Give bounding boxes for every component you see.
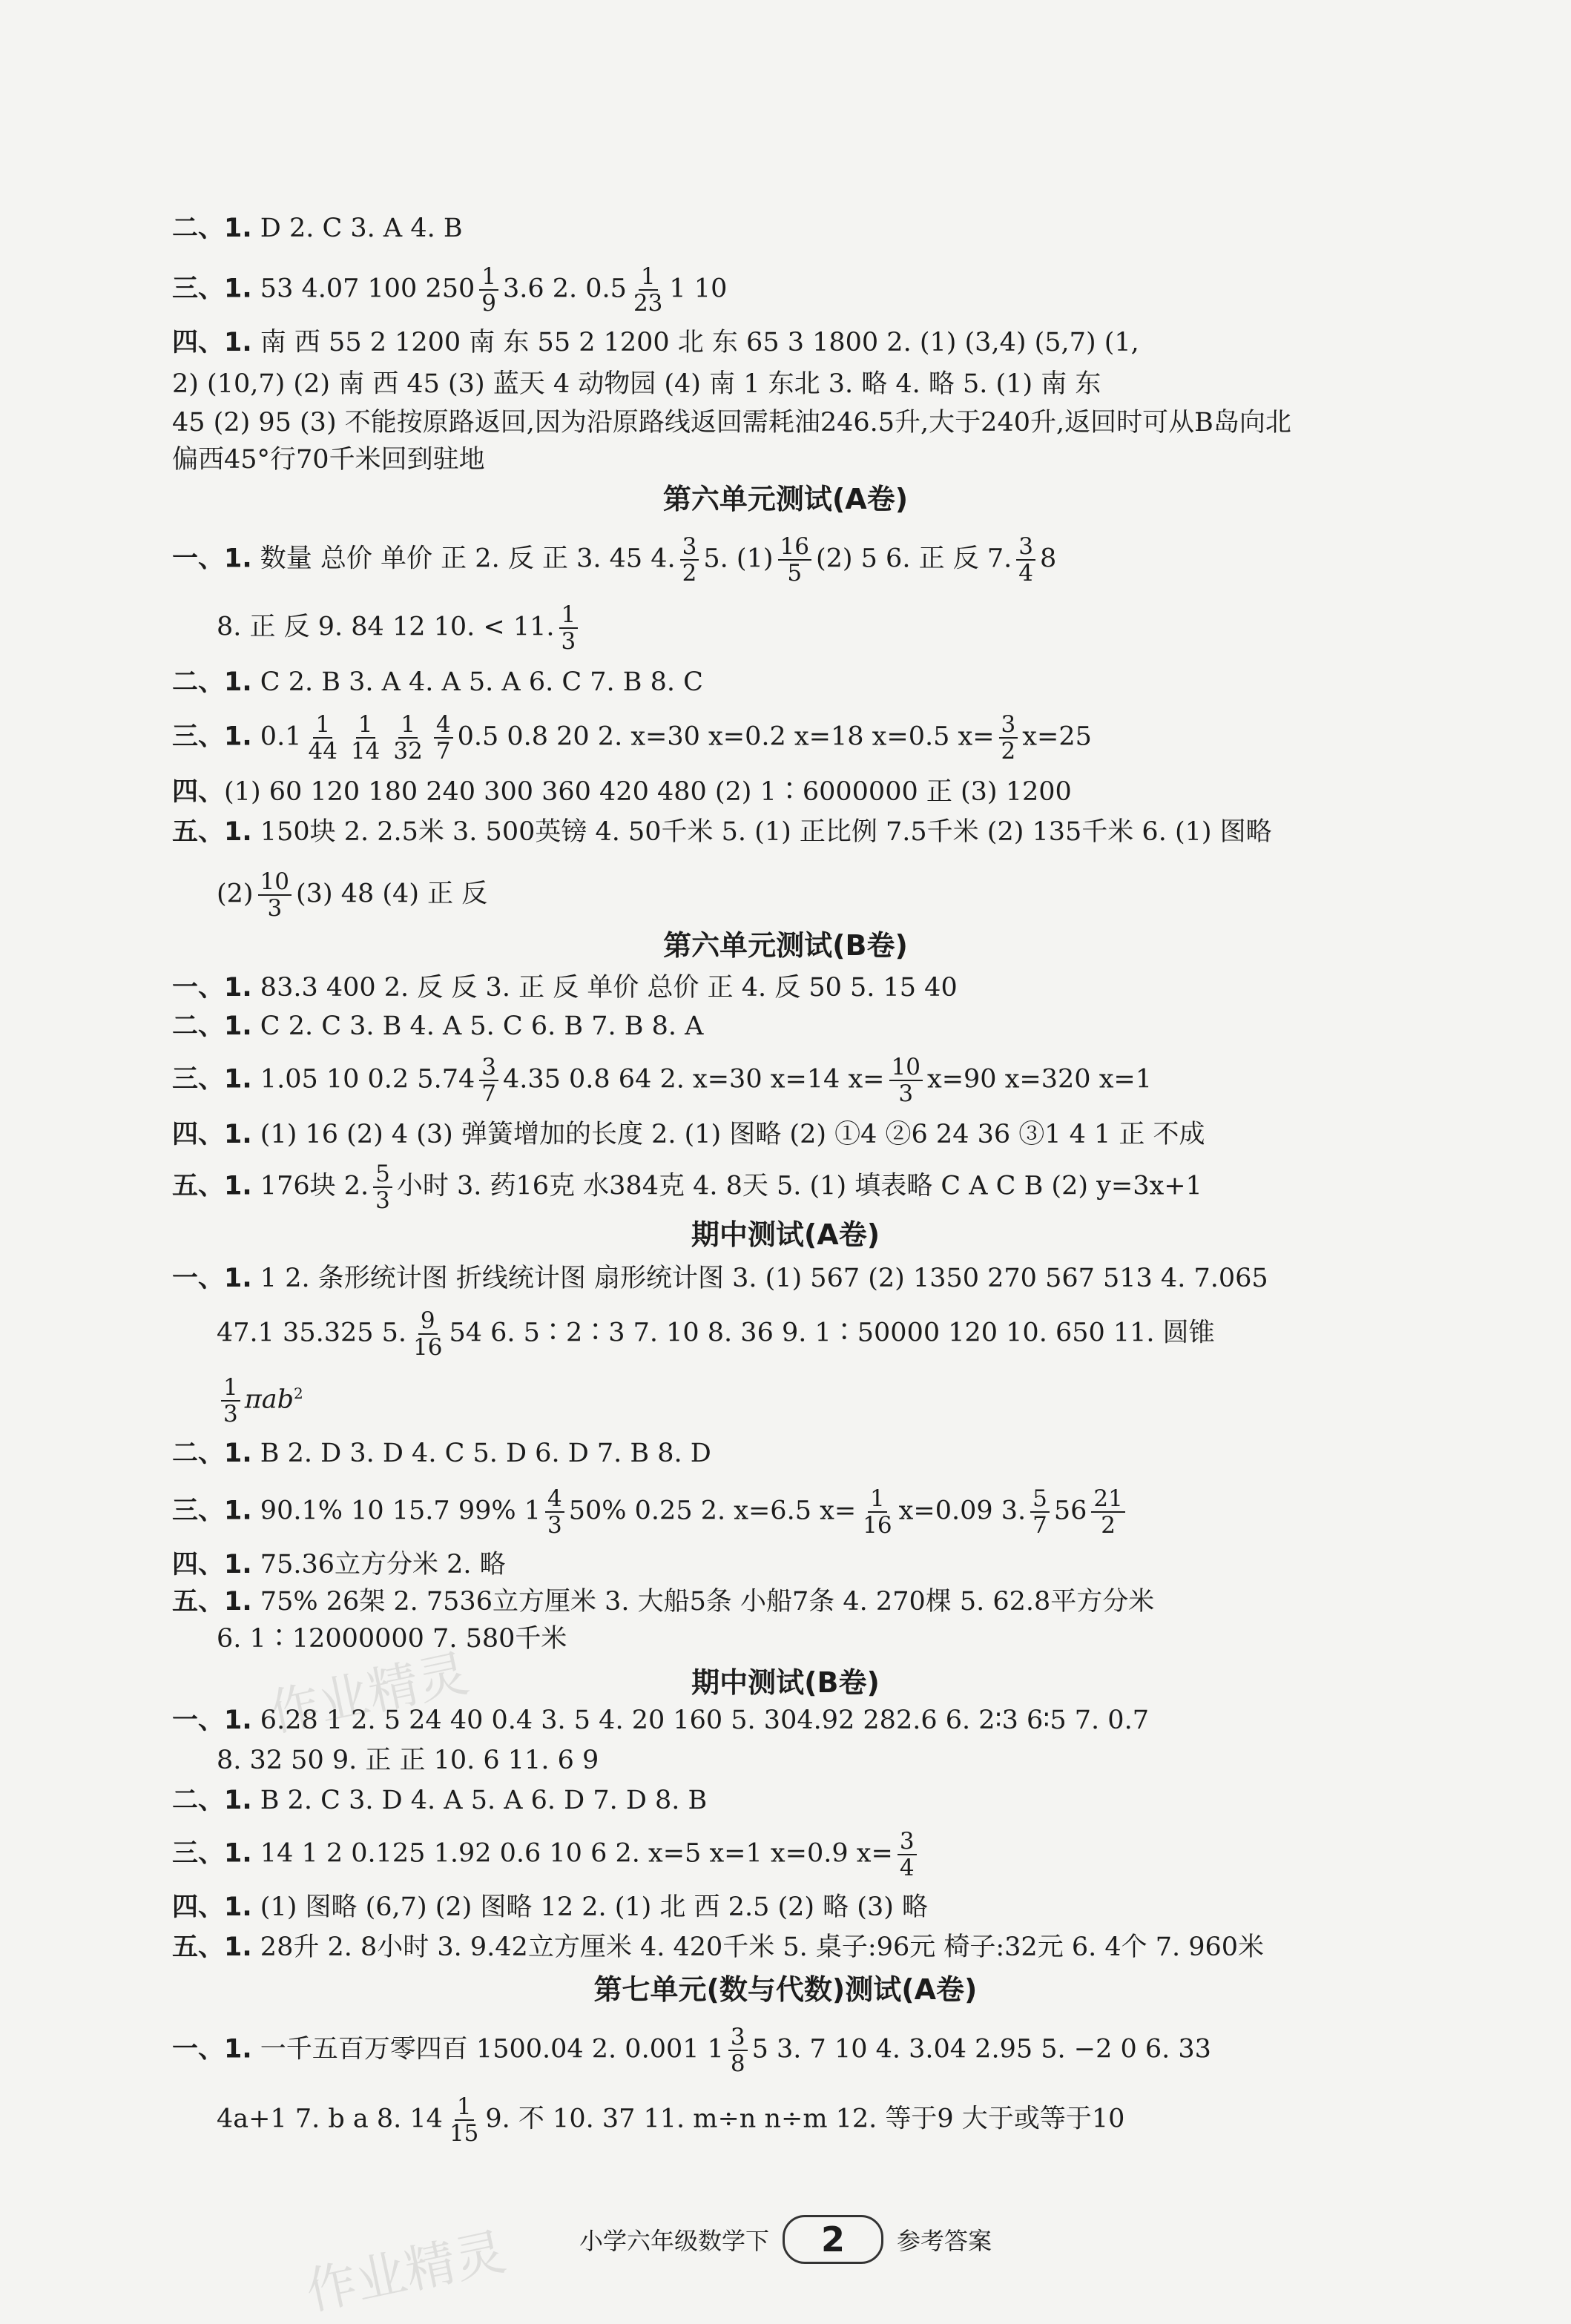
fraction: $\frac{1}{44}$ bbox=[308, 712, 337, 764]
fraction: $\frac{10}{3}$ bbox=[258, 869, 292, 921]
fraction: $\frac{3}{7}$ bbox=[479, 1054, 498, 1106]
fraction: $\frac{1}{3}$ bbox=[559, 602, 579, 654]
answer-line: 二、1. B 2. C 3. D 4. A 5. A 6. D 7. D 8. B bbox=[172, 1786, 708, 1815]
fraction: $\frac{3}{8}$ bbox=[728, 2024, 748, 2076]
fraction: $\frac{5}{7}$ bbox=[1030, 1486, 1050, 1538]
fraction: $\frac{1}{3}$ bbox=[221, 1375, 240, 1427]
answer-line: 四、1. 南 西 55 2 1200 南 东 55 2 1200 北 东 65 3 1800 2. (1) (3,4) (5,7) (1, bbox=[172, 328, 1139, 357]
answer-line: 一、1. 6.28 1 2. 5 24 40 0.4 3. 5 4. 20 160 5. 304.92 282.6 6. 2∶3 6∶5 7. 0.7 bbox=[172, 1706, 1149, 1735]
answer-line: 四、1. (1) 16 (2) 4 (3) 弹簧增加的长度 2. (1) 图略 (2) ①4 ②6 24 36 ③1 4 1 正 不成 bbox=[172, 1120, 1205, 1149]
answer-line: 8. 32 50 9. 正 正 10. 6 11. 6 9 bbox=[217, 1746, 599, 1775]
answer-line: 45 (2) 95 (3) 不能按原路返回,因为沿原路线返回需耗油246.5升,大于240升,返回时可从B岛向北 bbox=[172, 408, 1291, 438]
footer-book-title: 小学六年级数学下 bbox=[579, 2227, 769, 2255]
fraction: $\frac{1}{16}$ bbox=[863, 1486, 892, 1538]
fraction: $\frac{9}{16}$ bbox=[413, 1308, 443, 1360]
section-heading: 第六单元测试(A卷) bbox=[662, 483, 909, 515]
answer-line: 三、1. 90.1% 10 15.7 99% 1 $\frac{4}{3}$ 50% 0.25 2. x=6.5 x= $\frac{1}{16}$ x=0.09 3. $\frac{5}{7}$ 56 $\frac{21}{2}$ bbox=[172, 1486, 1497, 1538]
answer-line: $\frac{1}{3}$ πab$^2$ bbox=[217, 1375, 1497, 1427]
answer-line: 三、1. 53 4.07 100 250 $\frac{1}{9}$ 3.6 2. 0.5 $\frac{1}{23}$ 1 10 bbox=[172, 264, 728, 316]
answer-line: 三、1. 0.1 $\frac{1}{44}$ $\frac{1}{14}$ $\frac{1}{32}$ $\frac{4}{7}$ 0.5 0.8 20 2. x=30 x=0.2 x=18 x=0.5 x= $\frac{3}{2}$ x=25 bbox=[172, 712, 1092, 764]
fraction: $\frac{3}{4}$ bbox=[1016, 534, 1035, 586]
answer-line: 6. 1∶12000000 7. 580千米 bbox=[217, 1624, 567, 1654]
answer-line: 二、1. C 2. B 3. A 4. A 5. A 6. C 7. B 8. C bbox=[172, 667, 703, 697]
answer-line: 47.1 35.325 5. $\frac{9}{16}$ 54 6. 5∶2∶3 7. 10 8. 36 9. 1∶50000 120 10. 650 11. 圆锥 bbox=[217, 1308, 1215, 1360]
answer-line: 四、(1) 60 120 180 240 300 360 420 480 (2) 1∶6000000 正 (3) 1200 bbox=[172, 777, 1072, 807]
fraction: $\frac{1}{23}$ bbox=[633, 264, 663, 316]
section-heading: 第六单元测试(B卷) bbox=[663, 929, 908, 962]
fraction: $\frac{4}{3}$ bbox=[545, 1486, 564, 1538]
answer-line: 三、1. 1.05 10 0.2 5.74 $\frac{3}{7}$ 4.35 0.8 64 2. x=30 x=14 x= $\frac{10}{3}$ x=90 x=320 x=1 bbox=[172, 1054, 1153, 1106]
answer-line: (2) $\frac{10}{3}$ (3) 48 (4) 正 反 bbox=[217, 869, 488, 921]
section-heading: 期中测试(A卷) bbox=[691, 1218, 880, 1251]
answer-line: 二、1. D 2. C 3. A 4. B bbox=[172, 214, 463, 243]
answer-line: 五、1. 176块 2. $\frac{5}{3}$ 小时 3. 药16克 水384克 4. 8天 5. (1) 填表略 C A C B (2) y=3x+1 bbox=[172, 1161, 1202, 1213]
fraction: $\frac{1}{32}$ bbox=[393, 712, 423, 764]
fraction: $\frac{1}{14}$ bbox=[350, 712, 381, 764]
answer-line: 一、1. 1 2. 条形统计图 折线统计图 扇形统计图 3. (1) 567 (2) 1350 270 567 513 4. 7.065 bbox=[172, 1264, 1268, 1293]
answer-line: 2) (10,7) (2) 南 西 45 (3) 蓝天 4 动物园 (4) 南 1 东北 3. 略 4. 略 5. (1) 南 东 bbox=[172, 369, 1101, 399]
fraction: $\frac{21}{2}$ bbox=[1091, 1486, 1124, 1538]
answer-line: 五、1. 75% 26架 2. 7536立方厘米 3. 大船5条 小船7条 4. 270棵 5. 62.8平方分米 bbox=[172, 1587, 1155, 1617]
answer-line: 一、1. 一千五百万零四百 1500.04 2. 0.001 1 $\frac{3}{8}$ 5 3. 7 10 4. 3.04 2.95 5. −2 0 6. 33 bbox=[172, 2024, 1211, 2076]
fraction: $\frac{3}{2}$ bbox=[999, 712, 1018, 764]
section-heading: 期中测试(B卷) bbox=[691, 1666, 880, 1699]
fraction: $\frac{3}{4}$ bbox=[898, 1829, 917, 1881]
footer-section: 参考答案 bbox=[897, 2227, 992, 2255]
page-footer bbox=[0, 2217, 1571, 2262]
answer-line: 一、1. 83.3 400 2. 反 反 3. 正 反 单价 总价 正 4. 反 50 5. 15 40 bbox=[172, 973, 958, 1003]
fraction: $\frac{3}{2}$ bbox=[680, 534, 699, 586]
answer-line: 五、1. 150块 2. 2.5米 3. 500英镑 4. 50千米 5. (1) 正比例 7.5千米 (2) 135千米 6. (1) 图略 bbox=[172, 817, 1272, 847]
answer-line: 4a+1 7. b a 8. 14 $\frac{1}{15}$ 9. 不 10. 37 11. m÷n n÷m 12. 等于9 大于或等于10 bbox=[217, 2094, 1125, 2146]
answer-line: 四、1. (1) 图略 (6,7) (2) 图略 12 2. (1) 北 西 2.5 (2) 略 (3) 略 bbox=[172, 1892, 929, 1922]
answer-line: 8. 正 反 9. 84 12 10. < 11. $\frac{1}{3}$ bbox=[217, 602, 1497, 654]
fraction: $\frac{1}{9}$ bbox=[479, 264, 498, 316]
answer-line: 一、1. 数量 总价 单价 正 2. 反 正 3. 45 4. $\frac{3}{2}$ 5. (1) $\frac{16}{5}$ (2) 5 6. 正 反 7. $\frac{3}{4}$ 8 bbox=[172, 534, 1057, 586]
section-heading: 第七单元(数与代数)测试(A卷) bbox=[593, 1973, 978, 2006]
fraction: $\frac{10}{3}$ bbox=[889, 1054, 923, 1106]
answer-line: 偏西45°行70千米回到驻地 bbox=[172, 445, 485, 475]
answer-line: 三、1. 14 1 2 0.125 1.92 0.6 10 6 2. x=5 x=1 x=0.9 x= $\frac{3}{4}$ bbox=[172, 1829, 1497, 1881]
answer-line: 四、1. 75.36立方分米 2. 略 bbox=[172, 1550, 506, 1579]
page-number-badge: 2 bbox=[783, 2215, 883, 2264]
fraction: $\frac{4}{7}$ bbox=[434, 712, 453, 764]
watermark: 作业精灵 bbox=[264, 1644, 474, 1744]
fraction: $\frac{5}{3}$ bbox=[373, 1161, 392, 1213]
answer-line: 二、1. B 2. D 3. D 4. C 5. D 6. D 7. B 8. D bbox=[172, 1439, 711, 1468]
fraction: $\frac{16}{5}$ bbox=[778, 534, 811, 586]
answer-line: 二、1. C 2. C 3. B 4. A 5. C 6. B 7. B 8. A bbox=[172, 1011, 704, 1041]
watermark: 作业精灵 bbox=[301, 2222, 511, 2323]
fraction: $\frac{1}{15}$ bbox=[449, 2094, 479, 2146]
answer-line: 五、1. 28升 2. 8小时 3. 9.42立方厘米 4. 420千米 5. 桌子:96元 椅子:32元 6. 4个 7. 960米 bbox=[172, 1932, 1265, 1962]
